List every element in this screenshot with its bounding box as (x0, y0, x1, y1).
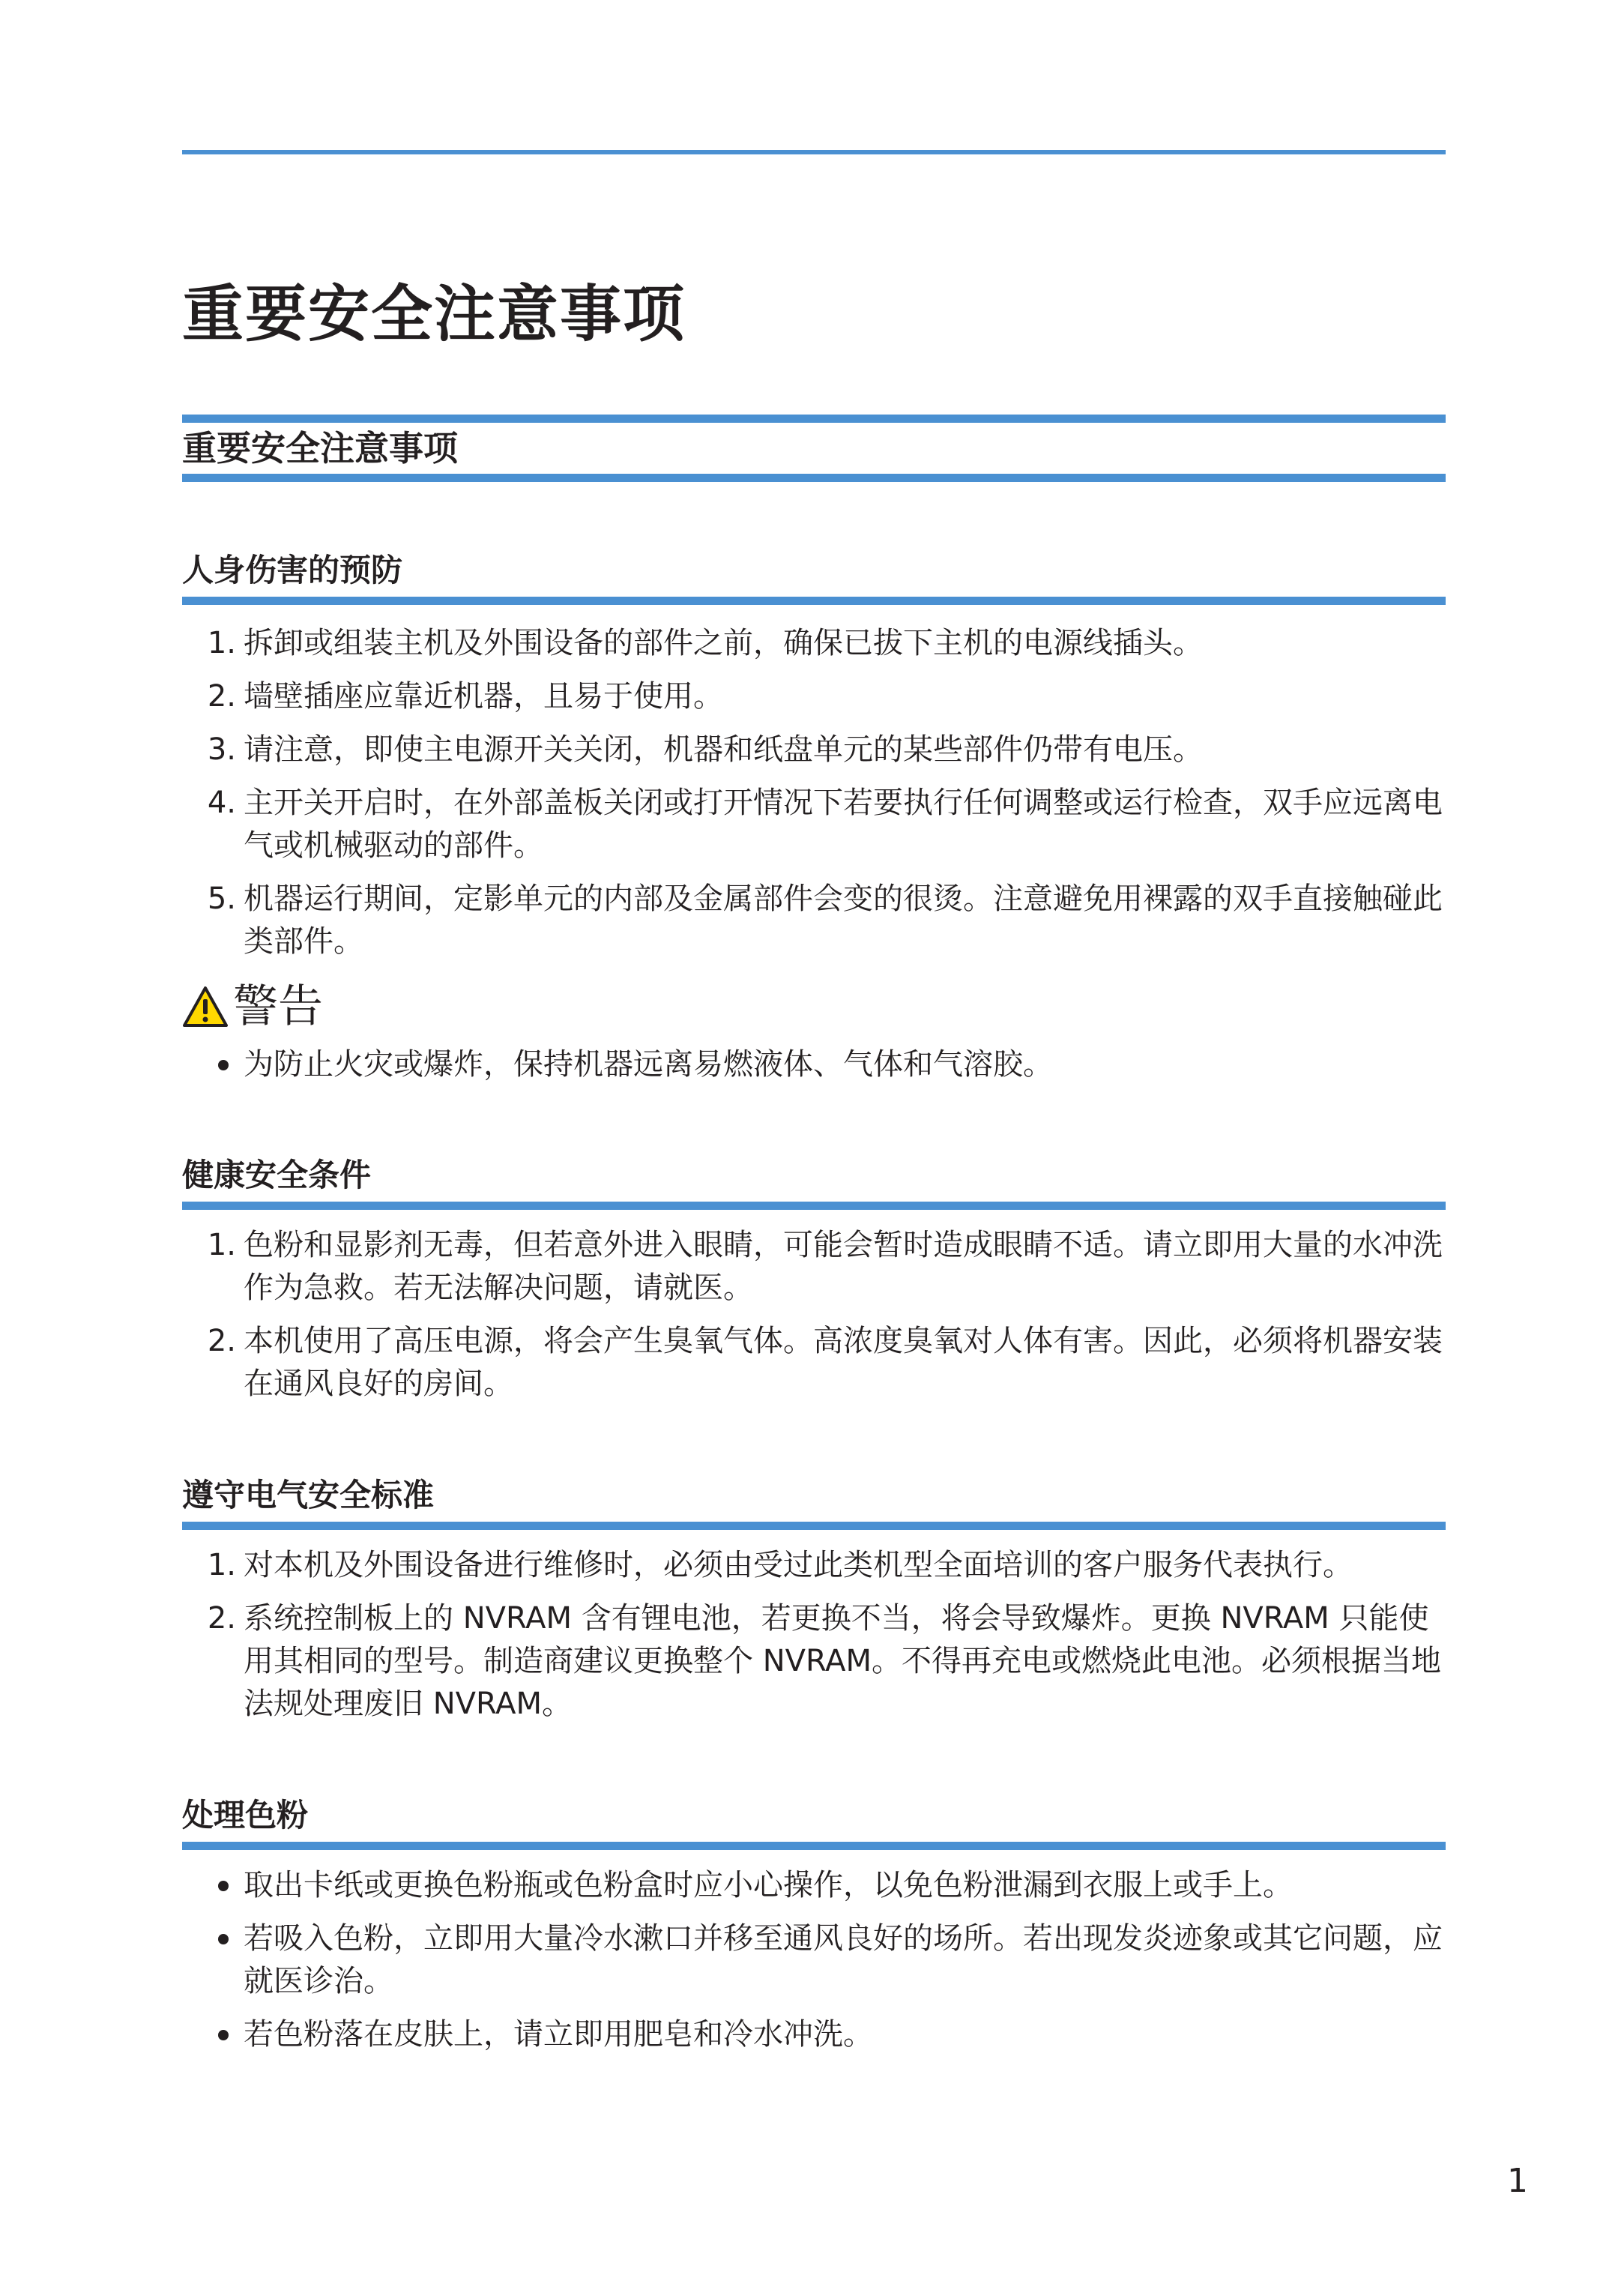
list-item (182, 878, 1446, 963)
section-rule-bottom (182, 474, 1446, 482)
top-rule (182, 150, 1446, 154)
electrical-list (182, 1544, 1446, 1726)
subsection-title: 人身伤害的预防 (182, 552, 403, 588)
item-text: 取出卡纸或更换色粉瓶或色粉盒时应小心操作，以免色粉泄漏到衣服上或手上。 (244, 1868, 1293, 1902)
chapter-title: 重要安全注意事项 (182, 279, 686, 350)
list-item (182, 1864, 1446, 1907)
list-item (182, 1544, 1446, 1587)
list-item (182, 1043, 1446, 1086)
subsection-title: 遵守电气安全标准 (182, 1477, 435, 1513)
item-text: 请注意，即使主电源开关关闭，机器和纸盘单元的某些部件仍带有电压。 (244, 732, 1203, 767)
warning-label: 警告 (233, 980, 323, 1033)
bullet (218, 1881, 229, 1891)
list-item (182, 1597, 1446, 1726)
list-item (182, 2013, 1446, 2056)
list-item (182, 729, 1446, 771)
item-text: 本机使用了高压电源，将会产生臭氧气体。高浓度臭氧对人体有害。因此，必须将机器安装在通风良好的房间。 (244, 1324, 1443, 1401)
section-title: 重要安全注意事项 (182, 428, 458, 468)
warning-heading (182, 978, 323, 1035)
page-number: 1 (1507, 2162, 1528, 2200)
toner-list (182, 1864, 1446, 2056)
item-text: 为防止火灾或爆炸，保持机器远离易燃液体、气体和气溶胶。 (244, 1047, 1053, 1082)
item-number: 2. (207, 679, 236, 714)
item-text: 系统控制板上的 NVRAM 含有锂电池，若更换不当，将会导致爆炸。更换 NVRAM 只能使用其相同的型号。制造商建议更换整个 NVRAM。不得再充电或燃烧此电池。必须根据当地法规处理废旧 NVRAM。 (244, 1601, 1442, 1721)
bullet (218, 2030, 229, 2040)
subsection-title: 处理色粉 (182, 1797, 309, 1834)
subsection-electrical-heading (182, 1469, 1446, 1530)
list-item (182, 1320, 1446, 1405)
injury-list (182, 622, 1446, 963)
warning-list (182, 1043, 1446, 1086)
health-list (182, 1224, 1446, 1405)
subsection-rule (182, 597, 1446, 605)
warning-triangle-icon (182, 986, 229, 1028)
item-number: 1. (207, 1228, 236, 1262)
item-text: 墙壁插座应靠近机器，且易于使用。 (244, 679, 723, 714)
item-number: 5. (207, 882, 236, 916)
item-number: 4. (207, 786, 236, 820)
list-item (182, 1917, 1446, 2003)
item-text: 主开关开启时，在外部盖板关闭或打开情况下若要执行任何调整或运行检查，双手应远离电气或机械驱动的部件。 (244, 786, 1443, 863)
item-number: 2. (207, 1601, 236, 1636)
list-item (182, 782, 1446, 867)
subsection-injury-heading (182, 544, 1446, 605)
item-text: 对本机及外围设备进行维修时，必须由受过此类机型全面培训的客户服务代表执行。 (244, 1548, 1353, 1582)
list-item (182, 675, 1446, 718)
subsection-title: 健康安全条件 (182, 1157, 372, 1193)
subsection-rule (182, 1522, 1446, 1530)
item-text: 机器运行期间，定影单元的内部及金属部件会变的很烫。注意避免用裸露的双手直接触碰此类部件。 (244, 882, 1443, 959)
item-number: 3. (207, 732, 236, 767)
item-text: 若色粉落在皮肤上，请立即用肥皂和冷水冲洗。 (244, 2017, 873, 2052)
subsection-rule (182, 1202, 1446, 1210)
list-item (182, 622, 1446, 665)
bullet (218, 1060, 229, 1070)
subsection-toner-heading (182, 1789, 1446, 1850)
bullet (218, 1934, 229, 1944)
item-text: 若吸入色粉，立即用大量冷水漱口并移至通风良好的场所。若出现发炎迹象或其它问题，应就医诊治。 (244, 1921, 1443, 1998)
subsection-health-heading (182, 1149, 1446, 1210)
item-number: 1. (207, 1548, 236, 1582)
subsection-rule (182, 1842, 1446, 1850)
item-text: 拆卸或组装主机及外围设备的部件之前，确保已拔下主机的电源线插头。 (244, 626, 1203, 660)
item-text: 色粉和显影剂无毒，但若意外进入眼睛，可能会暂时造成眼睛不适。请立即用大量的水冲洗作为急救。若无法解决问题，请就医。 (244, 1228, 1443, 1305)
item-number: 1. (207, 626, 236, 660)
list-item (182, 1224, 1446, 1310)
item-number: 2. (207, 1324, 236, 1358)
